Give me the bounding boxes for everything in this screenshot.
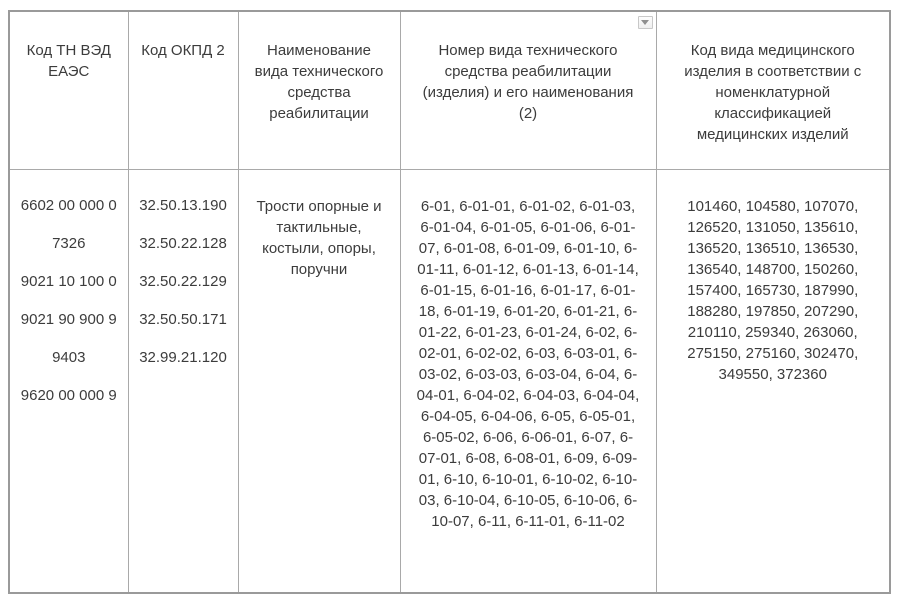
tn-ved-code: 9021 90 900 9 [20,310,117,328]
chevron-down-icon [641,20,649,25]
tn-ved-code: 9021 10 100 0 [20,272,117,290]
header-label: Номер вида технического средства реабилитации (изделия) и его наименования (2) [422,42,634,122]
trs-name-text: Трости опорные и тактильные, костыли, опоры, поручни [256,197,382,278]
okpd2-code: 32.50.13.190 [139,196,227,214]
header-label: Код ОКПД 2 [141,42,225,59]
trs-numbers-text: 6-01, 6-01-01, 6-01-02, 6-01-03, 6-01-04, 6-01-05, 6-01-06, 6-01-07, 6-01-08, 6-01-09, 6-01-10, 6-01-11, 6-01-12, 6-01-13, 6-01-14, 6-01-15, 6-01-16, 6-01-17, 6-01-18, 6-01-19, 6-01-20, 6-01-21, 6-01-22, 6-01-23, 6-01-24, 6-02, 6-02-01, 6-02-02, 6-03, 6-03-01, 6-03-02, 6-03-03, 6-03-04, 6-04, 6-04-01, 6-04-02, 6-04-03, 6-04-04, 6-04-05, 6-04-06, 6-05, 6-05-01, 6-05-02, 6-06, 6-06-01, 6-07, 6-07-01, 6-08, 6-08-01, 6-09, 6-09-01, 6-10, 6-10-01, 6-10-02, 6-10-03, 6-10-04, 6-10-05, 6-10-06, 6-10-07, 6-11, 6-11-01, 6-11-02 [416,197,640,530]
header-trs-name [238,11,400,169]
header-tn-ved-eaes [9,11,128,169]
table-row [9,169,890,593]
med-device-codes-text: 101460, 104580, 107070, 126520, 131050, 135610, 136520, 136510, 136530, 136540, 148700, 150260, 157400, 165730, 187990, 188280, 197850, 207290, 210110, 259340, 263060, 275150, 275160, 302470, 349550, 372360 [687,197,859,383]
trs-codes-table [8,10,891,594]
okpd2-code: 32.99.21.120 [139,348,227,366]
column-menu-button[interactable] [638,16,653,29]
header-okpd2 [128,11,238,169]
header-label: Код ТН ВЭД ЕАЭС [26,42,111,80]
header-row [9,11,890,169]
cell-trs-numbers [400,169,656,593]
cell-okpd2-codes [128,169,238,593]
cell-tn-ved-codes [9,169,128,593]
okpd2-code: 32.50.22.128 [139,234,227,252]
header-med-device-codes [656,11,890,169]
tn-ved-code: 9620 00 000 9 [20,386,117,404]
okpd2-code: 32.50.50.171 [139,310,227,328]
header-label: Код вида медицинского изделия в соответствии с номенклатурной классификацией медицинских изделий [684,42,862,143]
tn-ved-code: 7326 [52,234,86,252]
tn-ved-code: 6602 00 000 0 [20,196,117,214]
header-label: Наименование вида технического средства реабилитации [254,42,384,122]
header-trs-numbers [400,11,656,169]
cell-med-device-codes [656,169,890,593]
tn-ved-code: 9403 [52,348,86,366]
okpd2-code: 32.50.22.129 [139,272,227,290]
cell-trs-name [238,169,400,593]
